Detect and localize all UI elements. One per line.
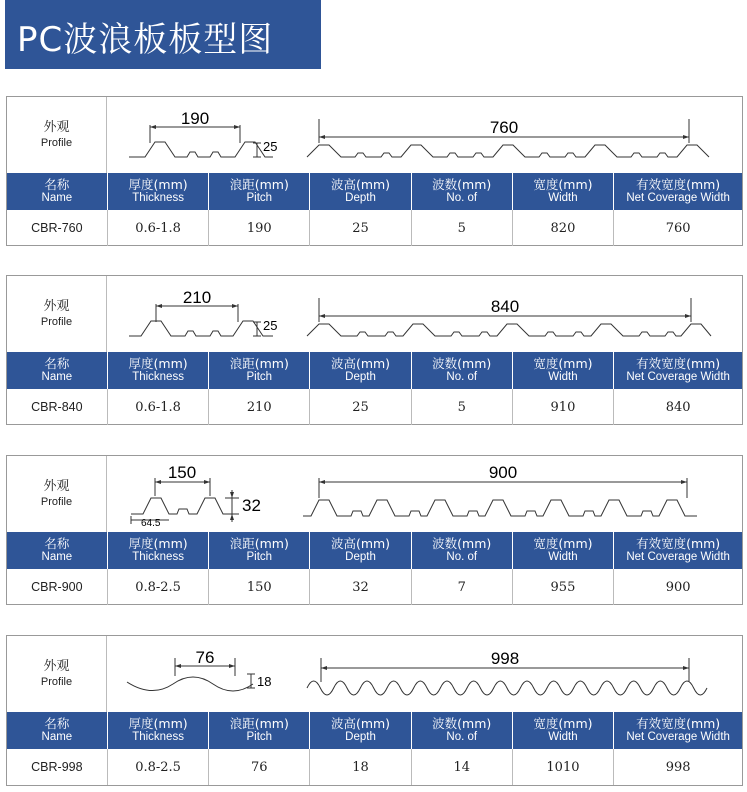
dim-pitch: 76 [195, 648, 215, 667]
header-net-width: 有效宽度(mm) Net Coverage Width [626, 177, 730, 204]
header-net-width: 有效宽度(mm) Net Coverage Width [626, 356, 730, 383]
cell-pitch: 210 [209, 389, 310, 425]
product-block-cbr-998 [6, 635, 743, 786]
cell-thickness: 0.8-2.5 [108, 569, 210, 605]
product-block-cbr-760 [6, 96, 743, 246]
dim-depth: 25 [263, 318, 278, 333]
profile-label: 外观 Profile [7, 636, 107, 712]
cell-waves: 5 [412, 389, 513, 425]
product-block-cbr-840 [6, 275, 743, 425]
cell-net-width: 840 [665, 399, 691, 415]
header-pitch: 浪距(mm) Pitch [209, 352, 310, 389]
cell-pitch: 150 [209, 569, 310, 605]
dim-depth: 32 [242, 496, 261, 515]
header-net-width: 有效宽度(mm) Net Coverage Width [626, 716, 730, 743]
profile-label [7, 97, 107, 173]
header-pitch: 浪距(mm) Pitch [209, 712, 310, 749]
header-pitch: 浪距(mm) Pitch [209, 532, 310, 569]
profile-row [7, 636, 742, 713]
cell-name: CBR-840 [7, 389, 108, 425]
header-width: 宽度(mm) Width [513, 173, 615, 210]
dim-pitch: 190 [180, 109, 210, 128]
cell-thickness: 0.6-1.8 [108, 210, 210, 246]
profile-label-cn: 外观 [43, 120, 70, 135]
cell-width: 910 [513, 389, 615, 425]
dim-total: 840 [490, 297, 520, 316]
cell-depth: 25 [310, 210, 412, 246]
title-banner [5, 0, 321, 69]
cell-depth: 32 [310, 569, 412, 605]
header-name: 名称 Name [7, 352, 108, 389]
profile-row [7, 97, 742, 174]
cell-net-width: 760 [665, 220, 691, 236]
profile-drawing [107, 636, 742, 712]
dim-total: 900 [488, 463, 518, 482]
profile-label-en: Profile [40, 137, 73, 149]
profile-label: 外观 Profile [7, 276, 107, 352]
header-name: 名称 Name [7, 532, 108, 569]
dim-pitch: 150 [167, 463, 197, 482]
cell-waves: 5 [412, 210, 513, 246]
cell-pitch: 76 [209, 749, 310, 785]
header-waves: 波数(mm) No. of [412, 352, 513, 389]
cell-net-width: 900 [665, 579, 691, 595]
table-header-row [7, 532, 742, 569]
header-waves: 波数(mm) No. of [412, 173, 513, 210]
cell-thickness: 0.8-2.5 [108, 749, 210, 785]
header-depth: 波高(mm) Depth [310, 712, 412, 749]
header-depth: 波高(mm) Depth [310, 532, 412, 569]
header-thickness: 厚度(mm) Thickness [108, 173, 210, 210]
dim-total: 998 [490, 649, 520, 668]
table-row [7, 210, 742, 246]
cell-name: CBR-760 [7, 210, 108, 246]
header-thickness: 厚度(mm) Thickness [108, 532, 210, 569]
cell-depth: 25 [310, 389, 412, 425]
dim-depth: 25 [263, 139, 278, 154]
table-header-row [7, 173, 742, 210]
profile-row [7, 456, 742, 533]
cell-net-width: 998 [665, 759, 691, 775]
cell-waves: 14 [412, 749, 513, 785]
cell-depth: 18 [310, 749, 412, 785]
header-pitch: 浪距(mm) Pitch [209, 173, 310, 210]
header-waves: 波数(mm) No. of [412, 532, 513, 569]
cell-pitch: 190 [209, 210, 310, 246]
header-name: 名称 Name [7, 712, 108, 749]
table-row [7, 569, 742, 605]
dim-total: 760 [489, 118, 519, 137]
profile-drawing [107, 276, 742, 352]
header-name: 名称 Name [7, 173, 108, 210]
header-depth: 波高(mm) Depth [310, 352, 412, 389]
profile-drawing [107, 456, 742, 532]
cell-width: 1010 [513, 749, 615, 785]
header-net-width: 有效宽度(mm) Net Coverage Width [626, 536, 730, 563]
table-header-row [7, 712, 742, 749]
product-block-cbr-900 [6, 455, 743, 605]
table-header-row [7, 352, 742, 389]
dim-depth: 18 [257, 674, 272, 689]
table-row [7, 749, 742, 785]
cell-thickness: 0.6-1.8 [108, 389, 210, 425]
profile-row [7, 276, 742, 353]
profile-drawing [107, 97, 742, 173]
cell-name: CBR-998 [7, 749, 108, 785]
cell-waves: 7 [412, 569, 513, 605]
profile-label: 外观 Profile [7, 456, 107, 532]
header-depth: 波高(mm) Depth [310, 173, 412, 210]
header-thickness: 厚度(mm) Thickness [108, 712, 210, 749]
header-width: 宽度(mm) Width [513, 712, 615, 749]
dim-base: 64.5 [141, 518, 161, 529]
header-waves: 波数(mm) No. of [412, 712, 513, 749]
cell-width: 820 [513, 210, 615, 246]
cell-width: 955 [513, 569, 615, 605]
table-row [7, 389, 742, 425]
cell-name: CBR-900 [7, 569, 108, 605]
header-width: 宽度(mm) Width [513, 352, 615, 389]
header-thickness: 厚度(mm) Thickness [108, 352, 210, 389]
header-width: 宽度(mm) Width [513, 532, 615, 569]
page-title: PC波浪板板型图 [17, 20, 274, 60]
dim-pitch: 210 [182, 288, 212, 307]
